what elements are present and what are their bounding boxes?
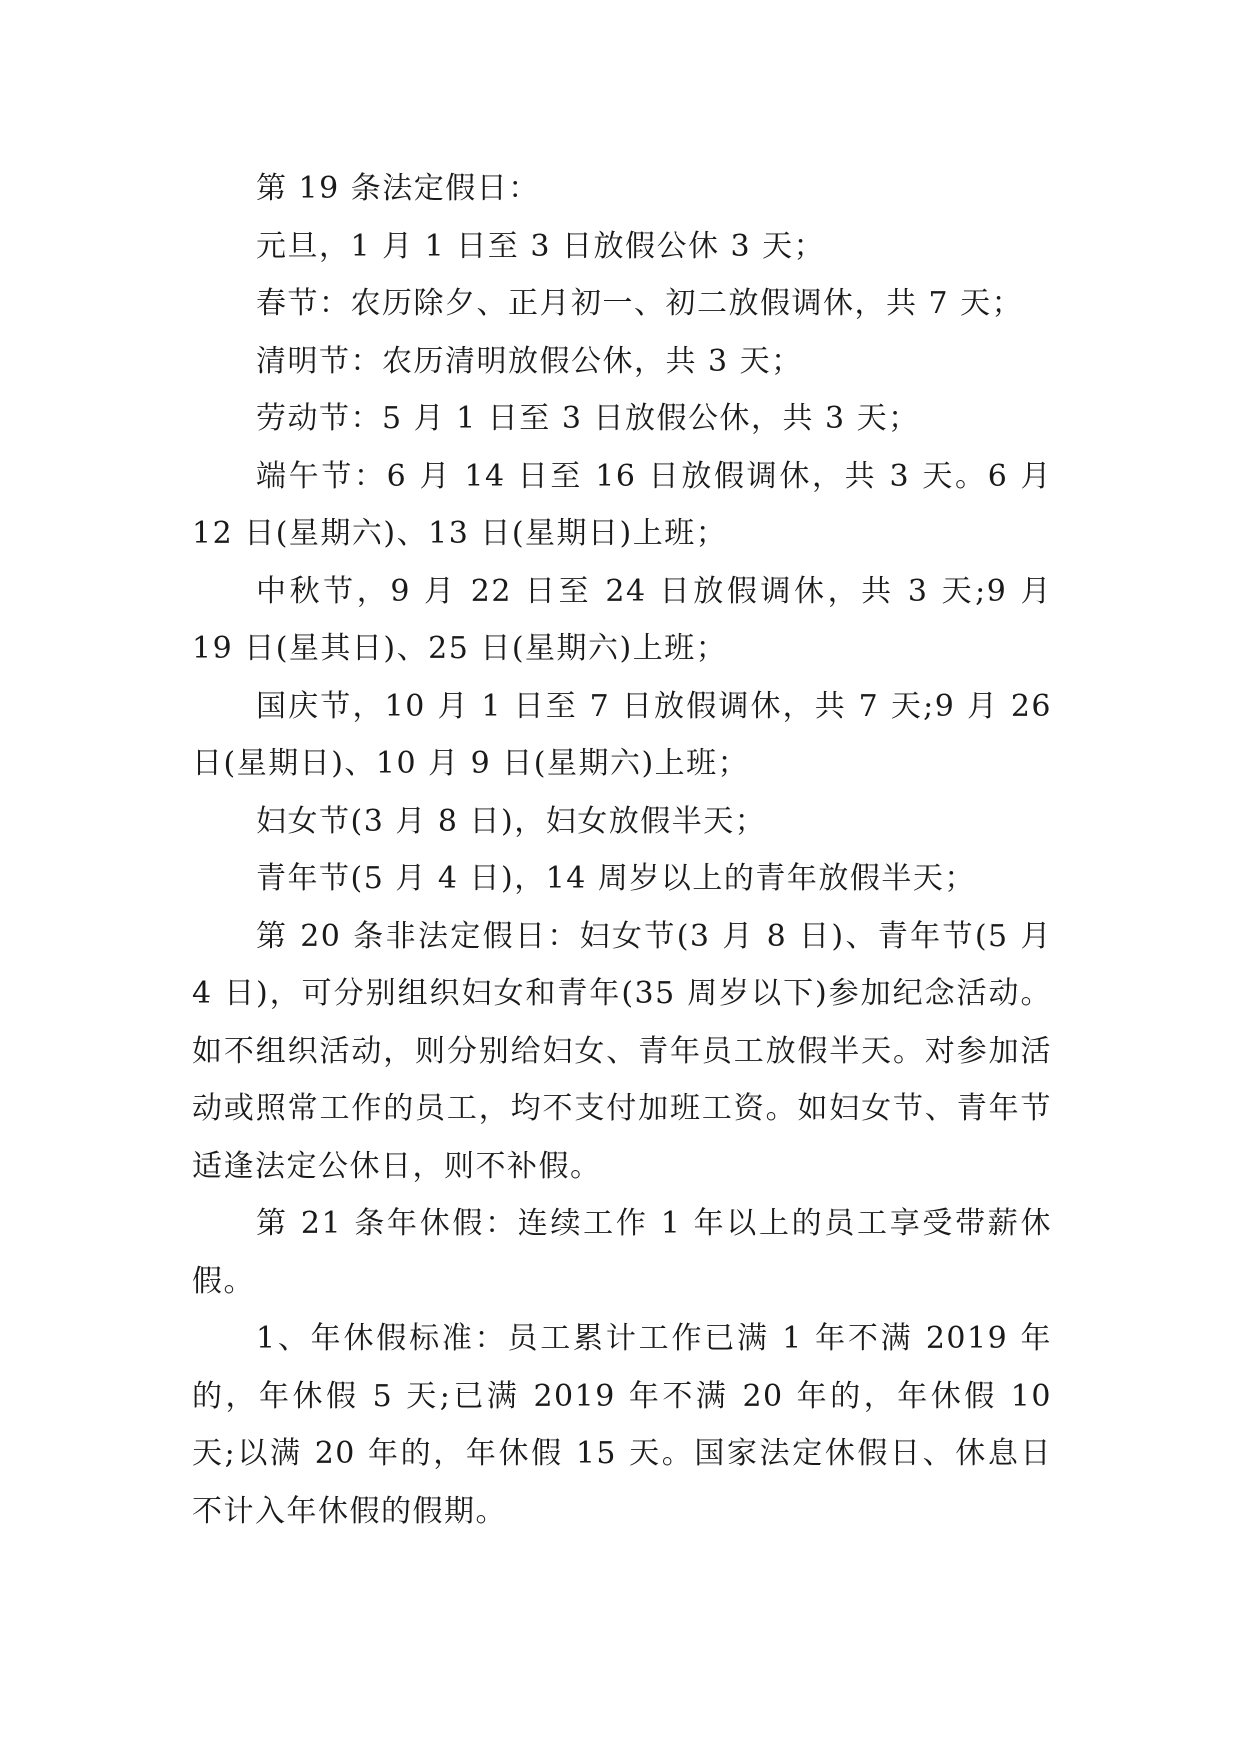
article-19-heading: 第 19 条法定假日： xyxy=(256,171,540,206)
document-body xyxy=(192,160,1052,1540)
holiday-new-year: 元旦，1 月 1 日至 3 日放假公休 3 天； xyxy=(256,228,826,264)
holiday-mid-autumn: 中秋节，9 月 22 日至 24 日放假调休，共 3 天;9 月 19 日(星其日)、25 日(星期六)上班； xyxy=(192,573,1052,666)
holiday-labor-day: 劳动节：5 月 1 日至 3 日放假公休，共 3 天； xyxy=(256,401,920,436)
holiday-dragon-boat: 端午节：6 月 14 日至 16 日放假调休，共 3 天。6 月 12 日(星期六)、13 日(星期日)上班； xyxy=(192,458,1052,551)
holiday-national-day: 国庆节，10 月 1 日至 7 日放假调休，共 7 天;9 月 26 日(星期日)、10 月 9 日(星期六)上班； xyxy=(192,688,1052,781)
holiday-qingming: 清明节：农历清明放假公休，共 3 天； xyxy=(256,343,803,379)
holiday-youth-day: 青年节(5 月 4 日)，14 周岁以上的青年放假半天； xyxy=(256,861,976,896)
holiday-womens-day: 妇女节(3 月 8 日)，妇女放假半天； xyxy=(256,803,767,839)
article-21-paragraph: 第 21 条年休假：连续工作 1 年以上的员工享受带薪休假。 xyxy=(192,1206,1052,1299)
annual-leave-standard: 1、年休假标准：员工累计工作已满 1 年不满 2019 年的，年休假 5 天;已满 2019 年不满 20 年的，年休假 10 天;以满 20 年的，年休假 15 天。国家法定休假日、休息日不计入年休假的假期。 xyxy=(192,1321,1052,1529)
article-20-paragraph: 第 20 条非法定假日：妇女节(3 月 8 日)、青年节(5 月 4 日)，可分别组织妇女和青年(35 周岁以下)参加纪念活动。如不组织活动，则分别给妇女、青年员工放假半天。对参加活动或照常工作的员工，均不支付加班工资。如妇女节、青年节适逢法定公休日，则不补假。 xyxy=(192,918,1052,1184)
holiday-spring-festival: 春节：农历除夕、正月初一、初二放假调休，共 7 天； xyxy=(256,286,1024,321)
